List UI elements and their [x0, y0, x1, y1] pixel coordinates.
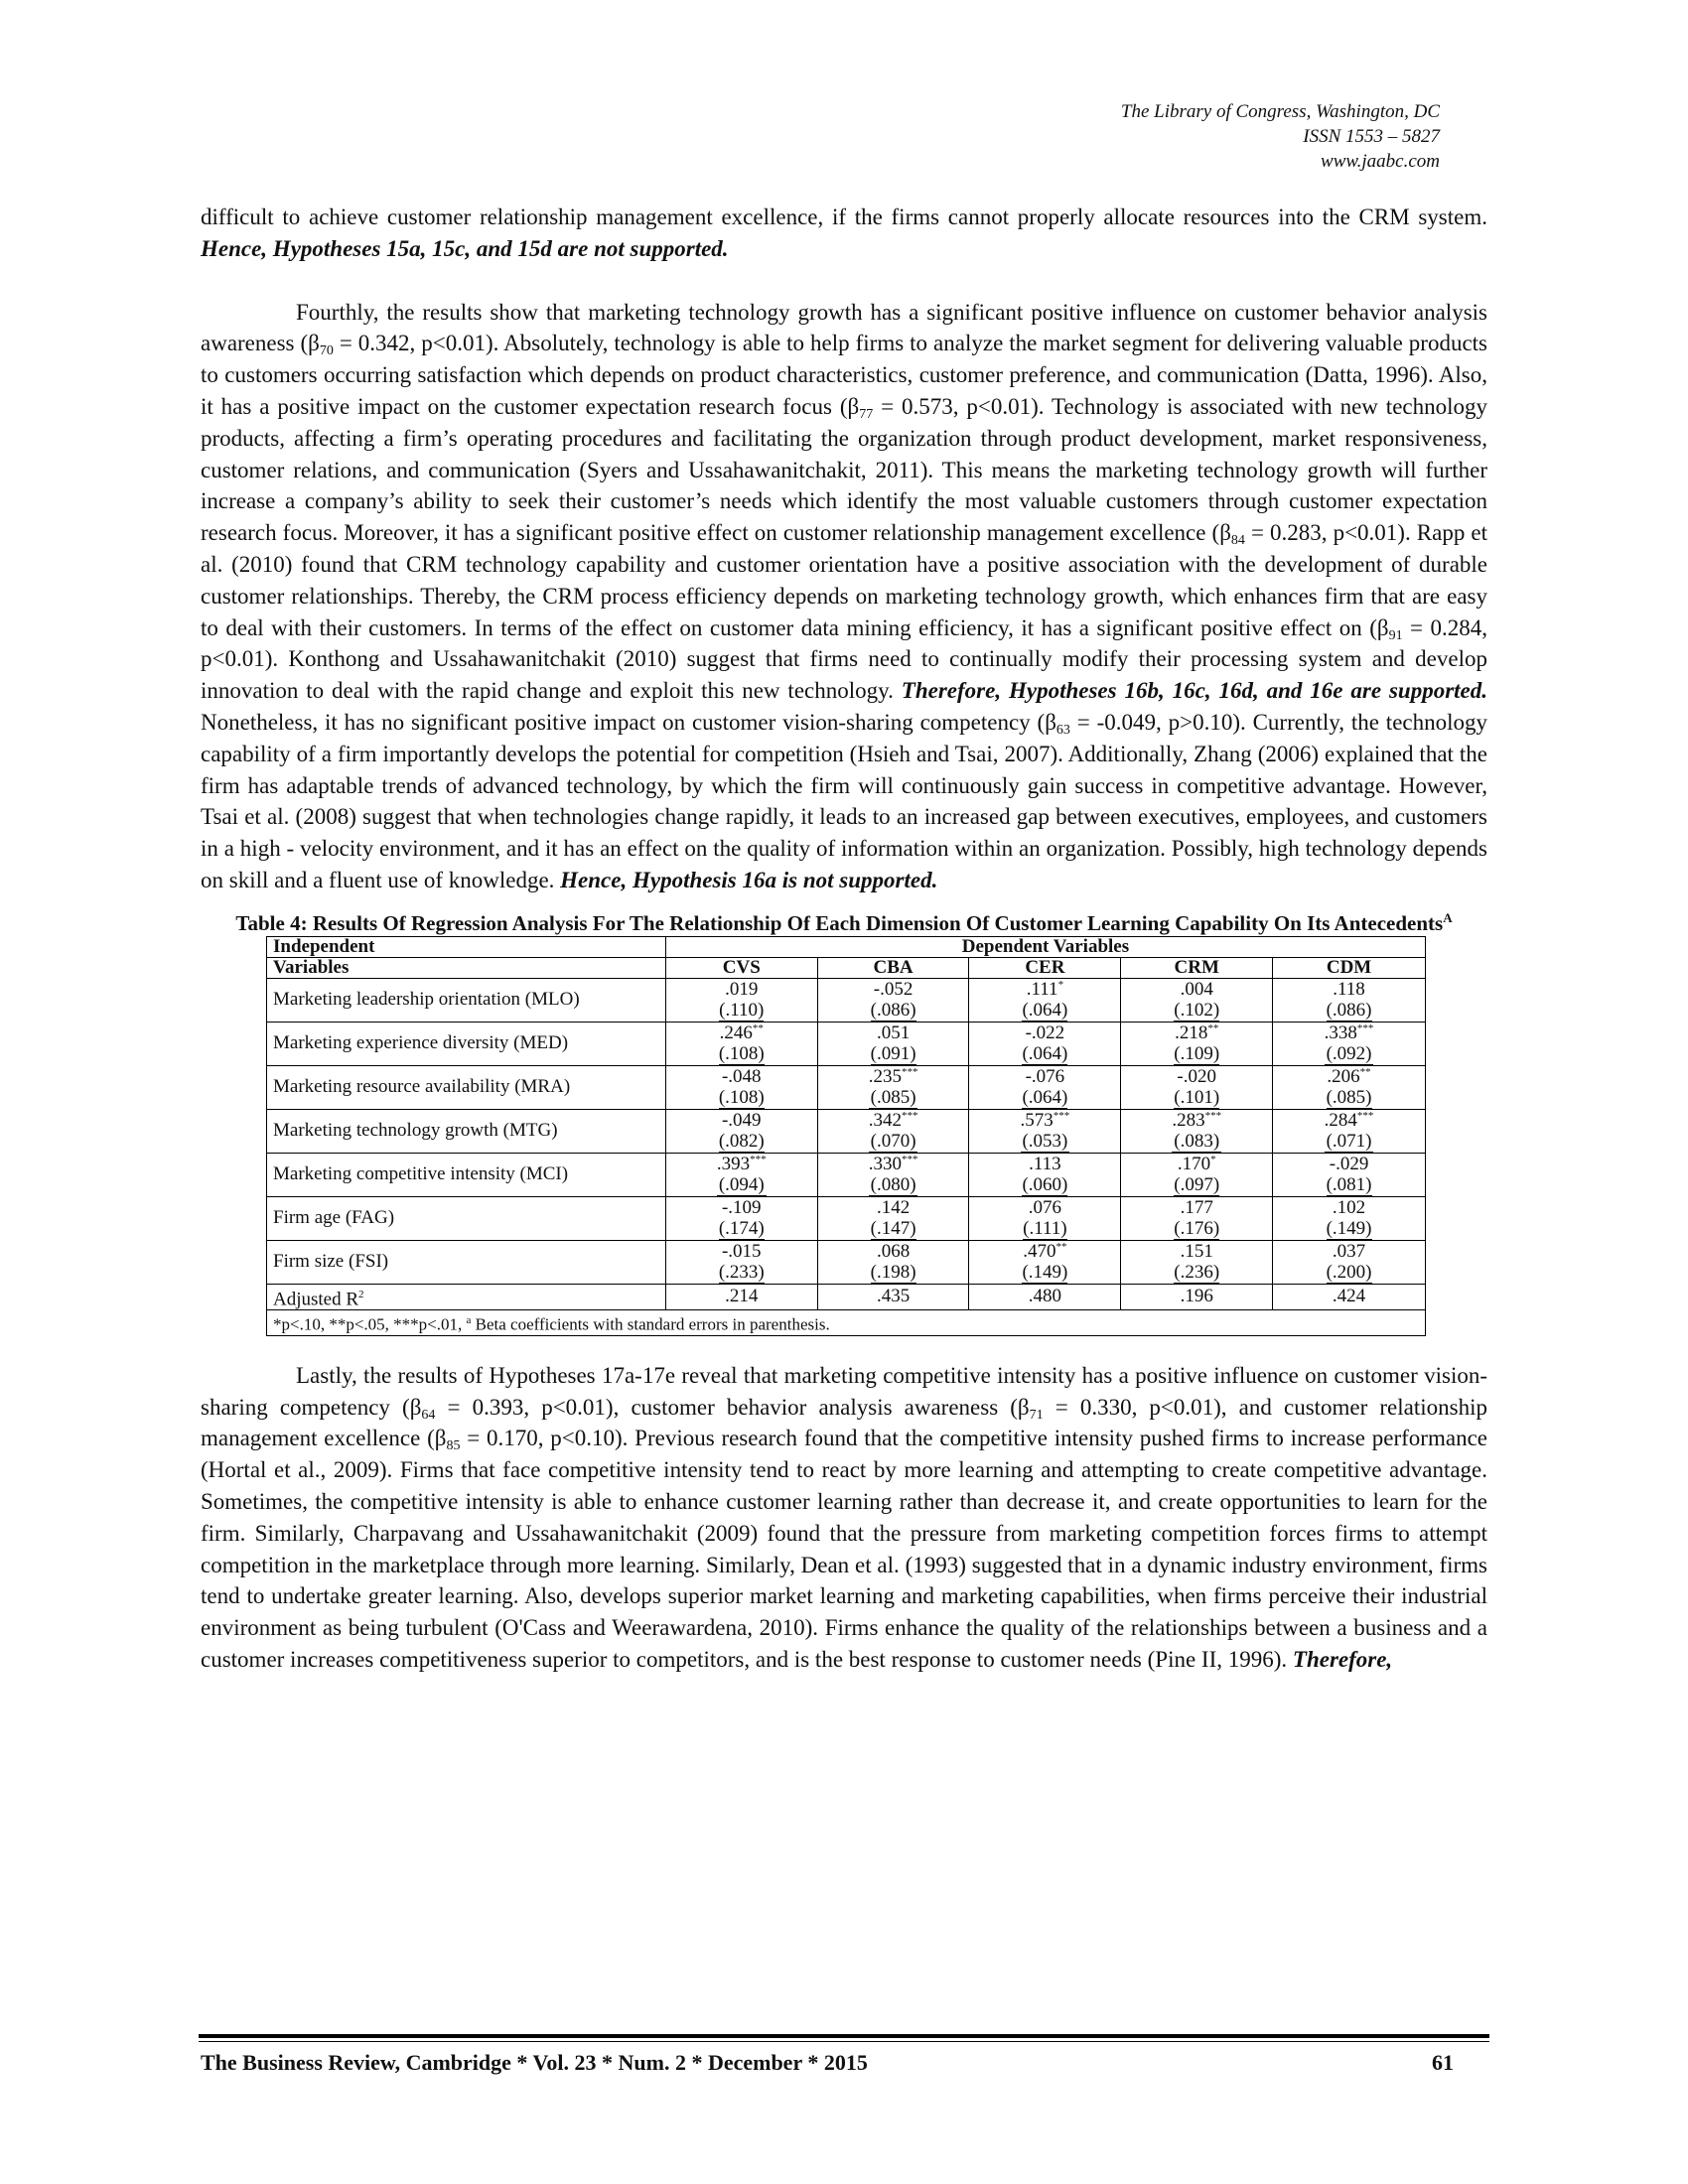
- table-row: [267, 1196, 1426, 1240]
- table-note-significance: *p<.10, **p<.05, ***p<.01,: [273, 1314, 467, 1334]
- coefficient-stack: [1325, 1110, 1374, 1153]
- p2-text-3: = 0.573, p<0.01). Technology is associated with new technology products, affecting a firm’s operating procedures and facilitating the organization through product development, market responsiveness, customer relations, and communication (Syers and Ussahawanitchakit, 2011). This means the marketing technology growth will further increase a company’s ability to seek their customer’s needs which identify the most valuable customers through customer expectation research focus. Moreover, it has a significant positive effect on customer relationship management excellence (β: [201, 393, 1488, 546]
- standard-error: (.233): [718, 1261, 765, 1283]
- coefficient-cell: [1273, 1109, 1426, 1153]
- coefficient-value: .246: [719, 1022, 753, 1043]
- coefficient-cell: [969, 1065, 1121, 1109]
- significance-marker: *: [1057, 978, 1064, 991]
- significance-marker: ***: [1204, 1109, 1222, 1122]
- coefficient-value: .342: [868, 1109, 902, 1131]
- coefficient-value: .076: [1028, 1196, 1062, 1218]
- p2-text-5: = 0.284, p<0.01). Konthong and Ussahawanitchakit (2010) suggest that firms need to continually modify their processing system and develop innovation to deal with the rapid change and exploit this new technology.: [201, 614, 1487, 704]
- table-note: [267, 1310, 1426, 1336]
- coefficient-stack: [719, 1110, 765, 1153]
- coefficient-value: .284: [1324, 1109, 1357, 1131]
- coefficient-value-line: [1174, 1066, 1219, 1088]
- coefficient-cell: [969, 1196, 1121, 1240]
- standard-error: (.071): [1326, 1130, 1372, 1152]
- coefficient-stack: [869, 1066, 918, 1109]
- significance-marker: *: [1210, 1153, 1216, 1165]
- coefficient-stack: [1022, 1066, 1067, 1109]
- coefficient-stack: [719, 1241, 765, 1284]
- p2-text-1: Fourthly, the results show that marketing technology growth has a significant positive influence on customer behavior analysis awareness (β: [201, 299, 1487, 356]
- coefficient-value-line: [719, 979, 764, 1001]
- coefficient-stack: [1327, 1154, 1372, 1196]
- coefficient-value-line: [1022, 979, 1067, 1001]
- standard-error: (.053): [1022, 1130, 1068, 1152]
- standard-error: (.094): [718, 1173, 765, 1195]
- coefficient-value: .470: [1023, 1240, 1056, 1262]
- coefficient-value: .206: [1327, 1065, 1360, 1087]
- coefficient-value-line: [871, 979, 916, 1001]
- table-row: [267, 1109, 1426, 1153]
- footer-journal: The Business Review, Cambridge * Vol. 23 * Num. 2 * December * 2015: [201, 2050, 868, 2075]
- coefficient-cell: [1273, 1153, 1426, 1196]
- coefficient-cell: [1121, 1022, 1273, 1065]
- coefficient-value: .142: [876, 1196, 911, 1218]
- regression-table: [266, 936, 1426, 1336]
- standard-error: (.091): [870, 1042, 916, 1064]
- adjusted-r2-label: Adjusted R: [273, 1289, 359, 1310]
- coefficient-cell: [665, 1153, 817, 1196]
- coefficient-value-line: [1172, 1110, 1221, 1132]
- header-issn: ISSN 1553 – 5827: [1303, 126, 1440, 147]
- standard-error: (.083): [1174, 1130, 1220, 1152]
- adjusted-r2-value: .214: [665, 1284, 817, 1309]
- significance-marker: ***: [901, 1109, 918, 1122]
- header-col-cdm: CDM: [1273, 957, 1426, 978]
- table-header-row-1: [267, 936, 1426, 957]
- coefficient-stack: [1023, 1197, 1067, 1240]
- standard-error: (.101): [1174, 1086, 1220, 1108]
- coefficient-value: .004: [1180, 978, 1213, 1000]
- coefficient-value: .019: [725, 978, 759, 1000]
- coefficient-stack: [869, 1110, 918, 1153]
- p2-text-2: = 0.342, p<0.01). Absolutely, technology is able to help firms to analyze the market segment for delivering valuable products to customers occurring satisfaction which depends on product characteristics, customer preference, and communication (Datta, 1996). Also, it has a positive impact on the customer expectation research focus (β: [201, 331, 1487, 419]
- coefficient-cell: [817, 1240, 969, 1284]
- page-number: 61: [1432, 2050, 1454, 2075]
- p3-sub-1: 64: [421, 1407, 436, 1423]
- coefficient-value: .051: [876, 1022, 911, 1043]
- coefficient-value: .113: [1029, 1153, 1061, 1174]
- adjusted-r2-value: .480: [969, 1284, 1121, 1309]
- adjusted-r2-value: .435: [817, 1284, 969, 1309]
- coefficient-value-line: [871, 1197, 916, 1219]
- coefficient-value-line: [1325, 1110, 1374, 1132]
- coefficient-value-line: [1327, 979, 1372, 1001]
- coefficient-value: .102: [1332, 1196, 1366, 1218]
- coefficient-stack: [717, 1154, 767, 1196]
- standard-error: (.174): [718, 1217, 765, 1239]
- standard-error: (.064): [1022, 1086, 1068, 1108]
- coefficient-cell: [1121, 1196, 1273, 1240]
- coefficient-cell: [665, 1196, 817, 1240]
- coefficient-stack: [719, 1066, 765, 1109]
- standard-error: (.109): [1174, 1042, 1220, 1064]
- coefficient-cell: [1273, 978, 1426, 1022]
- coefficient-stack: [1174, 979, 1219, 1022]
- coefficient-cell: [665, 1109, 817, 1153]
- row-variable-label: Marketing technology growth (MTG): [267, 1109, 666, 1153]
- coefficient-value: .068: [876, 1240, 911, 1262]
- header-variables: Variables: [267, 957, 666, 978]
- coefficient-value-line: [719, 1066, 765, 1088]
- coefficient-value: .151: [1180, 1240, 1213, 1262]
- coefficient-cell: [817, 1065, 969, 1109]
- coefficient-cell: [1273, 1196, 1426, 1240]
- row-variable-label: Marketing experience diversity (MED): [267, 1022, 666, 1065]
- coefficient-value: .235: [868, 1065, 902, 1087]
- p3-text-4: = 0.170, p<0.10). Previous research found that the competitive intensity pushed firms to increase performance (Hortal et al., 2009). Firms that face competitive intensity tend to react by more learning and attempting to create competitive advantage. Sometimes, the competitive intensity is able to enhance customer learning rather than decrease it, and create opportunities to learn for the firm. Similarly, Charpavang and Ussahawanitchakit (2009) found that the pressure from marketing competition forces firms to attempt competition in the marketplace through more learning. Similarly, Dean et al. (1993) suggested that in a dynamic industry environment, firms tend to undertake greater learning. Also, develops superior market learning and marketing capabilities, when firms perceive their industrial environment as being turbulent (O'Cass and Weerawardena, 2010). Firms enhance the quality of the relationships between a business and a customer increases competitiveness superior to competitors, and is the best response to customer needs (Pine II, 1996).: [201, 1426, 1487, 1672]
- standard-error: (.092): [1326, 1042, 1372, 1064]
- coefficient-value: .283: [1172, 1109, 1205, 1131]
- header-website: www.jaabc.com: [1321, 151, 1440, 172]
- coefficient-cell: [969, 1109, 1121, 1153]
- coefficient-value-line: [1174, 1197, 1219, 1219]
- standard-error: (.102): [1174, 999, 1220, 1021]
- p3-text-3: = 0.330, p<0.01), and customer relationship management excellence (β: [201, 1394, 1487, 1451]
- coefficient-value: .037: [1332, 1240, 1366, 1262]
- standard-error: (.176): [1174, 1217, 1220, 1239]
- coefficient-value: .330: [868, 1153, 902, 1174]
- significance-marker: ***: [1053, 1109, 1070, 1122]
- coefficient-stack: [1327, 1066, 1372, 1109]
- adjusted-r2-label-cell: [267, 1284, 666, 1309]
- standard-error: (.070): [870, 1130, 916, 1152]
- adjusted-r2-row: [267, 1284, 1426, 1309]
- p2-text-4: = 0.283, p<0.01). Rapp et al. (2010) found that CRM technology capability and customer orientation have a positive association with the development of durable customer relationships. Thereby, the CRM process efficiency depends on marketing technology growth, which enhances firm that are easy to deal with their customers. In terms of the effect on customer data mining efficiency, it has a significant positive effect on (β: [201, 520, 1487, 640]
- table-header-row-2: [267, 957, 1426, 978]
- header-dependent-variables: Dependent Variables: [665, 936, 1425, 957]
- table-row: [267, 1153, 1426, 1196]
- table-row: [267, 1240, 1426, 1284]
- coefficient-cell: [665, 978, 817, 1022]
- coefficient-stack: [871, 1023, 916, 1065]
- coefficient-value-line: [1023, 1197, 1067, 1219]
- coefficient-value-line: [869, 1154, 918, 1175]
- coefficient-value: -.020: [1177, 1065, 1216, 1087]
- header-col-cer: CER: [969, 957, 1121, 978]
- coefficient-stack: [1021, 1110, 1070, 1153]
- coefficient-value: .573: [1020, 1109, 1054, 1131]
- standard-error: (.097): [1174, 1173, 1220, 1195]
- coefficient-cell: [665, 1022, 817, 1065]
- coefficient-stack: [871, 1197, 916, 1240]
- standard-error: (.198): [870, 1261, 916, 1283]
- significance-marker: ***: [1356, 1022, 1374, 1034]
- standard-error: (.200): [1326, 1261, 1372, 1283]
- table-caption-text: Table 4: Results Of Regression Analysis For The Relationship Of Each Dimension Of Customer Learning Capability On Its Antecedents: [235, 910, 1444, 935]
- standard-error: (.108): [718, 1042, 765, 1064]
- p2-sub-4: 91: [1388, 627, 1403, 643]
- row-variable-label: Marketing competitive intensity (MCI): [267, 1153, 666, 1196]
- paragraph-2: [201, 297, 1487, 896]
- table-note-row: [267, 1310, 1426, 1336]
- coefficient-value: -.015: [721, 1240, 762, 1262]
- coefficient-cell: [817, 1196, 969, 1240]
- coefficient-value-line: [719, 1110, 765, 1132]
- header-col-cba: CBA: [817, 957, 969, 978]
- standard-error: (.149): [1326, 1217, 1372, 1239]
- coefficient-value-line: [869, 1066, 918, 1088]
- table-caption: [201, 910, 1487, 936]
- paragraph-3: [201, 1360, 1487, 1676]
- row-variable-label: Marketing resource availability (MRA): [267, 1065, 666, 1109]
- coefficient-value: .177: [1180, 1196, 1213, 1218]
- coefficient-value-line: [871, 1241, 916, 1263]
- coefficient-stack: [719, 979, 764, 1022]
- standard-error: (.086): [1326, 999, 1372, 1021]
- p1-text: difficult to achieve customer relationship management excellence, if the firms cannot properly allocate resources into the CRM system.: [201, 205, 1487, 229]
- regression-table-body: [267, 936, 1426, 1335]
- coefficient-stack: [1022, 979, 1067, 1022]
- p2-sub-2: 77: [859, 406, 874, 422]
- standard-error: (.060): [1022, 1173, 1068, 1195]
- header-col-cvs: CVS: [665, 957, 817, 978]
- coefficient-value-line: [717, 1154, 767, 1175]
- coefficient-value-line: [1174, 1154, 1219, 1175]
- coefficient-cell: [665, 1065, 817, 1109]
- table-caption-sup: A: [1443, 909, 1453, 925]
- coefficient-value-line: [1174, 1023, 1219, 1044]
- coefficient-stack: [719, 1023, 765, 1065]
- coefficient-stack: [1327, 979, 1372, 1022]
- p3-sub-2: 71: [1029, 1407, 1044, 1423]
- coefficient-value-line: [1022, 1066, 1067, 1088]
- coefficient-value: .118: [1333, 978, 1365, 1000]
- significance-marker: **: [1055, 1240, 1067, 1253]
- paragraph-1: [201, 202, 1487, 265]
- coefficient-value-line: [1022, 1023, 1067, 1044]
- coefficient-value-line: [1174, 1241, 1219, 1263]
- standard-error: (.086): [870, 999, 916, 1021]
- coefficient-cell: [665, 1240, 817, 1284]
- coefficient-stack: [1327, 1241, 1372, 1284]
- coefficient-value-line: [1022, 1241, 1067, 1263]
- coefficient-cell: [817, 1022, 969, 1065]
- row-variable-label: Firm age (FAG): [267, 1196, 666, 1240]
- coefficient-value: -.048: [721, 1065, 762, 1087]
- p2-text-7: = -0.049, p>0.10). Currently, the technology capability of a firm importantly develops the potential for competition (Hsieh and Tsai, 2007). Additionally, Zhang (2006) explained that the firm has adaptable trends of advanced technology, by which the firm will continuously gain success in competitive advantage. However, Tsai et al. (2008) suggest that when technologies change rapidly, it leads to an increased gap between executives, employees, and customers in a high - velocity environment, and it has an effect on the quality of information within an organization. Possibly, high technology depends on skill and a fluent use of knowledge.: [201, 709, 1487, 892]
- significance-marker: ***: [901, 1065, 918, 1078]
- coefficient-value: -.076: [1025, 1065, 1065, 1087]
- standard-error: (.081): [1326, 1173, 1372, 1195]
- coefficient-cell: [1121, 1109, 1273, 1153]
- table-note-text: Beta coefficients with standard errors in parenthesis.: [471, 1314, 830, 1334]
- coefficient-value-line: [1327, 1066, 1372, 1088]
- coefficient-value: .393: [716, 1153, 751, 1174]
- coefficient-cell: [1273, 1022, 1426, 1065]
- coefficient-cell: [1121, 1065, 1273, 1109]
- significance-marker: **: [752, 1022, 764, 1034]
- header-independent: Independent: [267, 936, 666, 957]
- header-library: The Library of Congress, Washington, DC: [1120, 101, 1440, 122]
- coefficient-value: .111: [1026, 978, 1058, 1000]
- coefficient-value: -.109: [721, 1196, 762, 1218]
- standard-error: (.064): [1022, 999, 1068, 1021]
- page-header: [1121, 99, 1440, 174]
- significance-marker: ***: [1356, 1109, 1374, 1122]
- adjusted-r2-value: .196: [1121, 1284, 1273, 1309]
- coefficient-value-line: [1327, 1197, 1372, 1219]
- coefficient-cell: [817, 978, 969, 1022]
- standard-error: (.085): [870, 1086, 916, 1108]
- p3-sub-3: 85: [446, 1438, 461, 1454]
- standard-error: (.082): [718, 1130, 765, 1152]
- p2-sub-3: 84: [1230, 533, 1245, 549]
- coefficient-cell: [1121, 1153, 1273, 1196]
- coefficient-stack: [1325, 1023, 1374, 1065]
- significance-marker: ***: [901, 1153, 918, 1165]
- coefficient-value: .218: [1175, 1022, 1208, 1043]
- coefficient-value-line: [719, 1023, 765, 1044]
- coefficient-stack: [871, 979, 916, 1022]
- significance-marker: **: [1359, 1065, 1371, 1078]
- standard-error: (.110): [719, 999, 765, 1021]
- coefficient-cell: [817, 1153, 969, 1196]
- adjusted-r2-value: .424: [1273, 1284, 1426, 1309]
- page-content: [201, 202, 1487, 1676]
- coefficient-value-line: [869, 1110, 918, 1132]
- p2-sub-1: 70: [319, 343, 334, 359]
- table-row: [267, 1022, 1426, 1065]
- standard-error: (.111): [1023, 1217, 1067, 1239]
- coefficient-cell: [969, 978, 1121, 1022]
- coefficient-stack: [1327, 1197, 1372, 1240]
- coefficient-cell: [969, 1153, 1121, 1196]
- coefficient-stack: [1022, 1023, 1067, 1065]
- coefficient-value-line: [719, 1241, 765, 1263]
- coefficient-stack: [869, 1154, 918, 1196]
- coefficient-stack: [1174, 1023, 1219, 1065]
- coefficient-cell: [969, 1240, 1121, 1284]
- coefficient-value-line: [1327, 1241, 1372, 1263]
- coefficient-stack: [1022, 1241, 1067, 1284]
- coefficient-value: .338: [1324, 1022, 1357, 1043]
- coefficient-value-line: [1325, 1023, 1374, 1044]
- significance-marker: ***: [750, 1153, 767, 1165]
- coefficient-stack: [1174, 1197, 1219, 1240]
- p3-text-1: Lastly, the results of Hypotheses 17a-17e reveal that marketing competitive intensity has a positive influence on customer vision-sharing competency (β: [201, 1362, 1487, 1420]
- coefficient-stack: [1174, 1241, 1219, 1284]
- coefficient-value-line: [1327, 1154, 1372, 1175]
- coefficient-stack: [1174, 1066, 1219, 1109]
- p1-conclusion: Hence, Hypotheses 15a, 15c, and 15d are not supported.: [201, 235, 729, 261]
- coefficient-value-line: [719, 1197, 765, 1219]
- coefficient-cell: [1273, 1240, 1426, 1284]
- coefficient-cell: [817, 1109, 969, 1153]
- coefficient-cell: [1121, 1240, 1273, 1284]
- standard-error: (.149): [1022, 1261, 1068, 1283]
- row-variable-label: Firm size (FSI): [267, 1240, 666, 1284]
- coefficient-value-line: [1021, 1110, 1070, 1132]
- standard-error: (.080): [870, 1173, 916, 1195]
- p3-text-2: = 0.393, p<0.01), customer behavior analysis awareness (β: [435, 1394, 1030, 1420]
- coefficient-stack: [1022, 1154, 1067, 1196]
- adjusted-r2-sup: 2: [358, 1288, 364, 1300]
- coefficient-stack: [1174, 1154, 1219, 1196]
- p2-conclusion-2: Hence, Hypothesis 16a is not supported.: [560, 867, 938, 892]
- coefficient-value: -.022: [1025, 1022, 1065, 1043]
- coefficient-stack: [871, 1241, 916, 1284]
- p3-conclusion: Therefore,: [1292, 1646, 1393, 1672]
- table-row: [267, 978, 1426, 1022]
- standard-error: (.236): [1174, 1261, 1220, 1283]
- row-variable-label: Marketing leadership orientation (MLO): [267, 978, 666, 1022]
- coefficient-cell: [1273, 1065, 1426, 1109]
- coefficient-cell: [969, 1022, 1121, 1065]
- coefficient-value-line: [1022, 1154, 1067, 1175]
- p2-sub-5: 63: [1055, 722, 1070, 738]
- coefficient-cell: [1121, 978, 1273, 1022]
- coefficient-value-line: [871, 1023, 916, 1044]
- coefficient-value: -.052: [873, 978, 914, 1000]
- standard-error: (.085): [1326, 1086, 1372, 1108]
- coefficient-value: .170: [1177, 1153, 1211, 1174]
- standard-error: (.147): [870, 1217, 916, 1239]
- significance-marker: **: [1207, 1022, 1219, 1034]
- coefficient-stack: [1172, 1110, 1221, 1153]
- standard-error: (.108): [718, 1086, 765, 1108]
- table-note-sup: a: [466, 1314, 472, 1327]
- p2-conclusion-1: Therefore, Hypotheses 16b, 16c, 16d, and 16e are supported.: [901, 678, 1487, 704]
- coefficient-value: -.049: [721, 1109, 762, 1131]
- header-col-crm: CRM: [1121, 957, 1273, 978]
- p2-text-6: Nonetheless, it has no significant positive impact on customer vision-sharing competency (β: [201, 709, 1056, 735]
- coefficient-stack: [719, 1197, 765, 1240]
- coefficient-value: -.029: [1329, 1153, 1369, 1174]
- standard-error: (.064): [1022, 1042, 1068, 1064]
- table-row: [267, 1065, 1426, 1109]
- footer-rule-thick: [199, 2034, 1489, 2038]
- footer-rule-thin: [199, 2041, 1489, 2042]
- coefficient-value-line: [1174, 979, 1219, 1001]
